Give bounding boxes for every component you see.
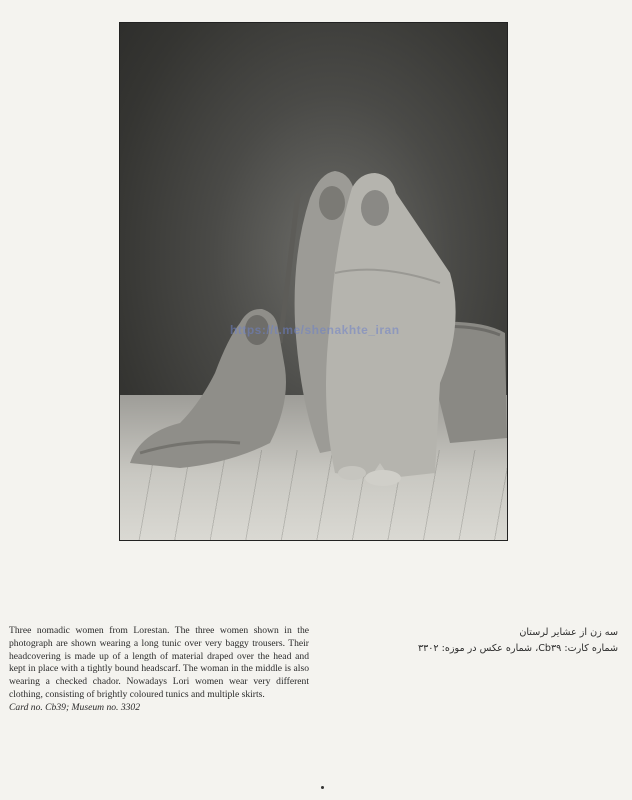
persian-title: سه زن از عشایر لرستان: [519, 627, 618, 638]
three-women-figures: [120, 23, 507, 540]
caption-body: Three nomadic women from Lorestan. The three women shown in the photograph are shown wearing a long tunic over very baggy trousers. Their headcovering is made up of a length of material draped over the head and kept in place with a tightly bound headscarf. The woman in the middle is also wearing a checked chador. Nowadays Lori women wear very different clothing, consisting of brightly coloured tunics and multiple skirts.: [9, 625, 309, 700]
persian-reference: شماره کارت: Cb۳۹، شماره عکس در موزه: ۳۳۰۲: [417, 643, 618, 654]
english-caption: [9, 625, 309, 715]
page-mark: [321, 786, 324, 789]
persian-caption: [398, 625, 618, 657]
historical-photograph: [119, 22, 508, 541]
watermark-text: https://t.me/shenakhte_iran: [230, 323, 400, 337]
caption-reference: Card no. Cb39; Museum no. 3302: [9, 701, 141, 713]
